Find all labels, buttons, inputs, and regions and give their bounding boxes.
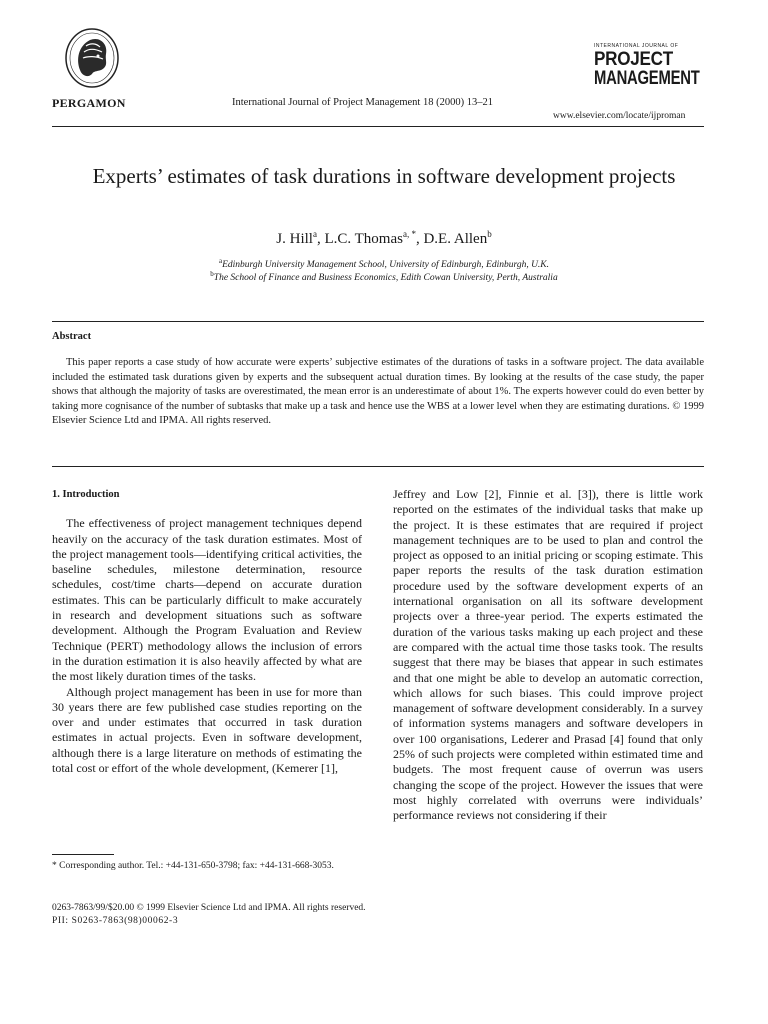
author-separator: ,	[415, 231, 424, 247]
author-name: J. Hill	[276, 231, 313, 247]
author-affiliation-mark: a	[312, 229, 317, 239]
pii-identifier: PII: S0263-7863(98)00062-3	[52, 916, 179, 926]
author-name: L.C. Thomas	[324, 231, 403, 247]
journal-citation: International Journal of Project Management 18 (2000) 13–21	[232, 97, 493, 108]
copyright-line: 0263-7863/99/$20.00 © 1999 Elsevier Science Ltd and IPMA. All rights reserved.	[52, 903, 366, 913]
affiliation	[52, 270, 716, 283]
body-paragraph: The effectiveness of project management techniques depend heavily on the accuracy of the task duration estimates. Most of the project management tools—identifying critical activities, the baseline schedules, milestone determination, resource schedules, cost/time charts—depend on accurate duration estimates. This can be particularly difficult to make accurately in research and development situations such as software development. Although the Program Evaluation and Review Technique (PERT) methodology allows the inclusion of errors in the duration estimation it is also heavily affected by what are the most likely duration times of the tasks.	[52, 516, 362, 684]
header-divider	[52, 126, 704, 127]
journal-logo-line1: PROJECT	[594, 49, 673, 70]
left-column	[52, 487, 362, 776]
affiliation-text: Edinburgh University Management School, University of Edinburgh, Edinburgh, U.K.	[222, 260, 550, 271]
affiliation-mark: b	[210, 270, 214, 278]
author-affiliation-mark: b	[487, 229, 492, 239]
author-list	[52, 229, 716, 248]
pergamon-logo-icon	[62, 26, 122, 90]
affiliation	[52, 257, 716, 270]
abstract-body: This paper reports a case study of how accurate were experts’ subjective estimates of the durations of tasks in a software project. The data available included the estimated task durations given by experts and the subsequent actual duration times. By looking at the results of the case study, the paper shows that although the majority of tasks are overestimated, the mean error is an underestimate of about 1%. The experts however could do even better by taking more cognisance of the number of subtasks that make up a task and hence use the WBS at a lower level when they are estimating durations. © 1999 Elsevier Science Ltd and IPMA. All rights reserved.	[52, 357, 704, 427]
journal-website-link[interactable]: www.elsevier.com/locate/ijproman	[553, 111, 686, 121]
publisher-name: PERGAMON	[52, 96, 126, 110]
affiliation-mark: a	[218, 257, 223, 265]
right-column	[393, 487, 703, 824]
footnote-divider	[52, 854, 114, 855]
affiliation-text: The School of Finance and Business Economics, Edith Cowan University, Perth, Australia	[213, 273, 558, 284]
body-paragraph: Jeffrey and Low [2], Finnie et al. [3]), there is little work reported on the estimates of the individual tasks that make up the project. It is these estimates that are required if project management techniques are to be used to plan and control the project as opposed to an initial pricing or scoping estimate. This paper reports the results of the task duration estimation procedure used by the software development experts of an international organisation on all its software development projects over a three-year period. The experts estimated the duration of the various tasks making up each project and these are compared with the actual time those tasks took. The results suggest that there may be biases that appear in such estimates and that one might be able to develop an automatic correction, which allows for such biases. This could improve project management of software development considerably. In a survey of information systems managers and software developers in over 100 organisations, Lederer and Prasad [4] found that only 25% of such projects were completed within estimated time and budgets. The most frequent cause of overrun was users changing the scope of the project. However the issues that were most highly correlated with overruns were individuals’ performance reviews not considering if their	[393, 487, 703, 823]
corresponding-author-footnote: * Corresponding author. Tel.: +44-131-650-3798; fax: +44-131-668-3053.	[52, 861, 334, 871]
abstract-top-divider	[52, 321, 704, 322]
author-name: D.E. Allen	[423, 231, 488, 247]
author-affiliation-mark: a, *	[402, 229, 416, 239]
body-paragraph: Although project management has been in use for more than 30 years there are few published case studies reporting on the over and under estimates that occurred in task duration estimates in actual projects. Even in software development, although there is a large literature on methods of estimating the total cost or effort of the whole development, (Kemerer [1],	[52, 684, 362, 776]
article-title: Experts’ estimates of task durations in software development projects	[92, 164, 676, 188]
section-heading: 1. Introduction	[52, 489, 120, 500]
author-separator: ,	[316, 231, 325, 247]
journal-logo-line2: MANAGEMENT	[594, 68, 700, 89]
abstract-heading: Abstract	[52, 331, 92, 342]
journal-logo-small-text: INTERNATIONAL JOURNAL OF	[594, 43, 679, 49]
abstract-bottom-divider	[52, 466, 704, 467]
